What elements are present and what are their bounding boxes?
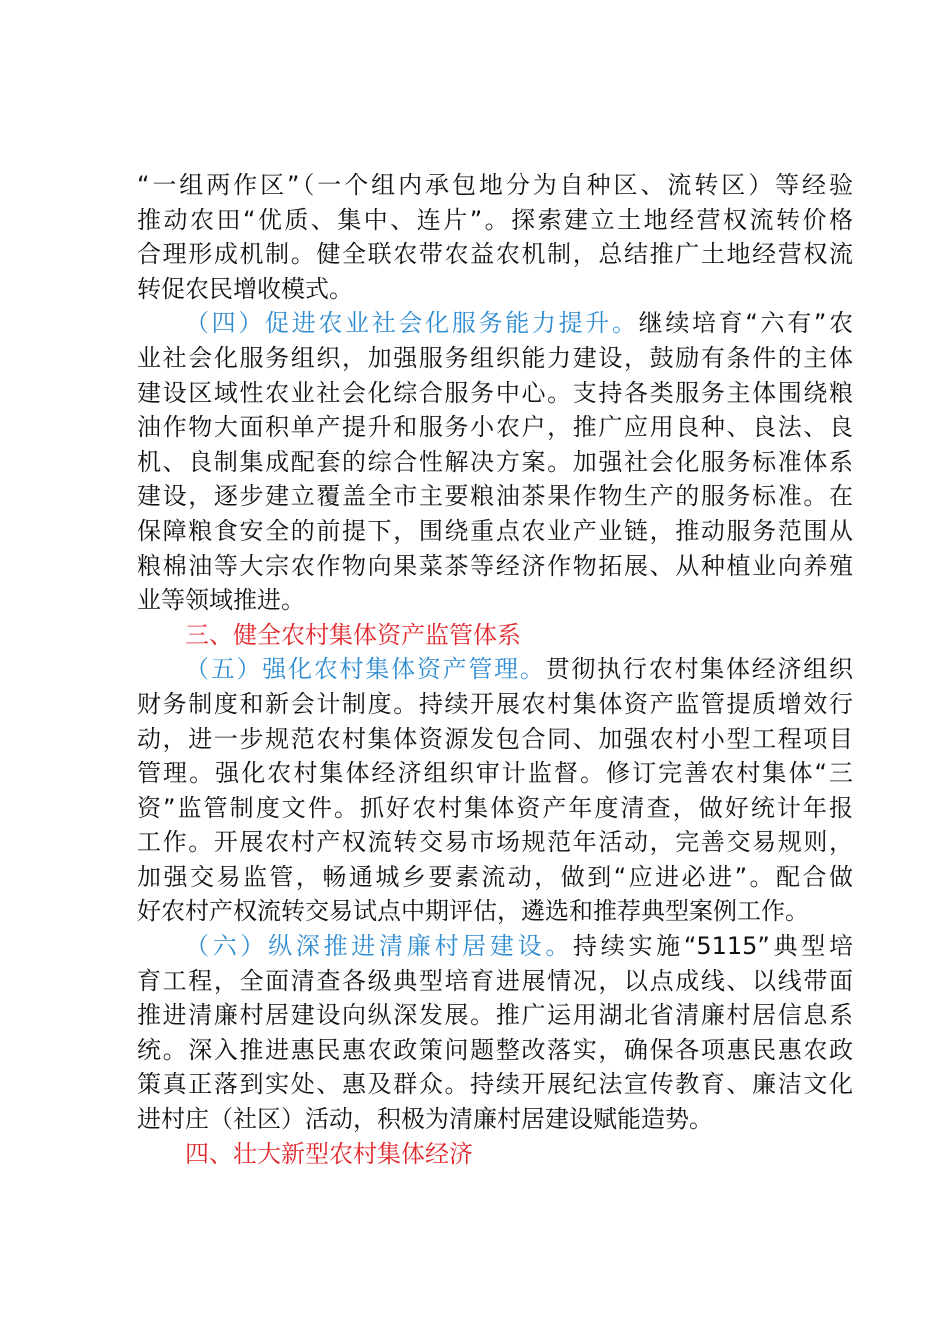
paragraph-line — [137, 306, 853, 341]
paragraph-line: 转促农民增收模式。 — [137, 274, 353, 303]
sub-heading-6: （六）纵深推进清廉村居建设。 — [185, 932, 574, 961]
paragraph-line: 工作。开展农村产权流转交易市场规范年活动，完善交易规则， — [137, 828, 853, 857]
paragraph-line — [137, 929, 853, 964]
sub-heading-5: （五）强化农村集体资产管理。 — [185, 655, 546, 684]
paragraph-line: 加强交易监管，畅通城乡要素流动，做到“应进必进”。配合做 — [137, 862, 853, 891]
paragraph-line: 合理形成机制。健全联农带农益农机制，总结推广土地经营权流 — [137, 240, 853, 269]
paragraph-text: 贯彻执行农村集体经济组织 — [545, 655, 853, 684]
paragraph-line: 粮棉油等大宗农作物向果菜茶等经济作物拓展、从种植业向养殖 — [137, 551, 853, 580]
paragraph-line: 进村庄（社区）活动，积极为清廉村居建设赋能造势。 — [137, 1105, 713, 1134]
paragraph-line: 业等领域推进。 — [137, 586, 305, 615]
sub-heading-4: （四）促进农业社会化服务能力提升。 — [185, 309, 639, 338]
document-body — [137, 168, 853, 1171]
paragraph-line: 策真正落到实处、惠及群众。持续开展纪法宣传教育、廉洁文化 — [137, 1070, 853, 1099]
paragraph-line: “一组两作区”（一个组内承包地分为自种区、流转区）等经验 — [137, 171, 853, 199]
paragraph-line: 资”监管制度文件。抓好农村集体资产年度清查，做好统计年报 — [137, 793, 853, 822]
paragraph-text: 持续实施“5115”典型培 — [573, 932, 853, 961]
paragraph-line: 业社会化服务组织，加强服务组织能力建设，鼓励有条件的主体 — [137, 343, 853, 372]
paragraph-line: 油作物大面积单产提升和服务小农户，推广应用良种、良法、良 — [137, 413, 853, 442]
paragraph-line: 统。深入推进惠民惠农政策问题整改落实，确保各项惠民惠农政 — [137, 1035, 853, 1064]
paragraph-line: 建设区域性农业社会化综合服务中心。支持各类服务主体围绕粮 — [137, 378, 853, 407]
paragraph-line — [137, 652, 853, 687]
paragraph-line: 建设，逐步建立覆盖全市主要粮油茶果作物生产的服务标准。在 — [137, 482, 853, 511]
paragraph-text: 继续培育“六有”农 — [638, 309, 854, 338]
paragraph-line: 管理。强化农村集体经济组织审计监督。修订完善农村集体“三 — [137, 759, 853, 788]
paragraph-line: 育工程，全面清查各级典型培育进展情况，以点成线、以线带面 — [137, 966, 853, 995]
paragraph-line: 推进清廉村居建设向纵深发展。推广运用湖北省清廉村居信息系 — [137, 1001, 853, 1030]
paragraph-line: 动，进一步规范农村集体资源发包合同、加强农村小型工程项目 — [137, 724, 853, 753]
section-heading-3: 三、健全农村集体资产监管体系 — [185, 620, 521, 649]
paragraph-line: 财务制度和新会计制度。持续开展农村集体资产监管提质增效行 — [137, 689, 853, 718]
paragraph-line: 推动农田“优质、集中、连片”。探索建立土地经营权流转价格 — [137, 205, 853, 234]
paragraph-line: 保障粮食安全的前提下，围绕重点农业产业链，推动服务范围从 — [137, 516, 853, 545]
paragraph-line: 好农村产权流转交易试点中期评估，遴选和推荐典型案例工作。 — [137, 897, 809, 926]
paragraph-line: 机、良制集成配套的综合性解决方案。加强社会化服务标准体系 — [137, 447, 853, 476]
section-heading-4: 四、壮大新型农村集体经济 — [185, 1139, 473, 1168]
